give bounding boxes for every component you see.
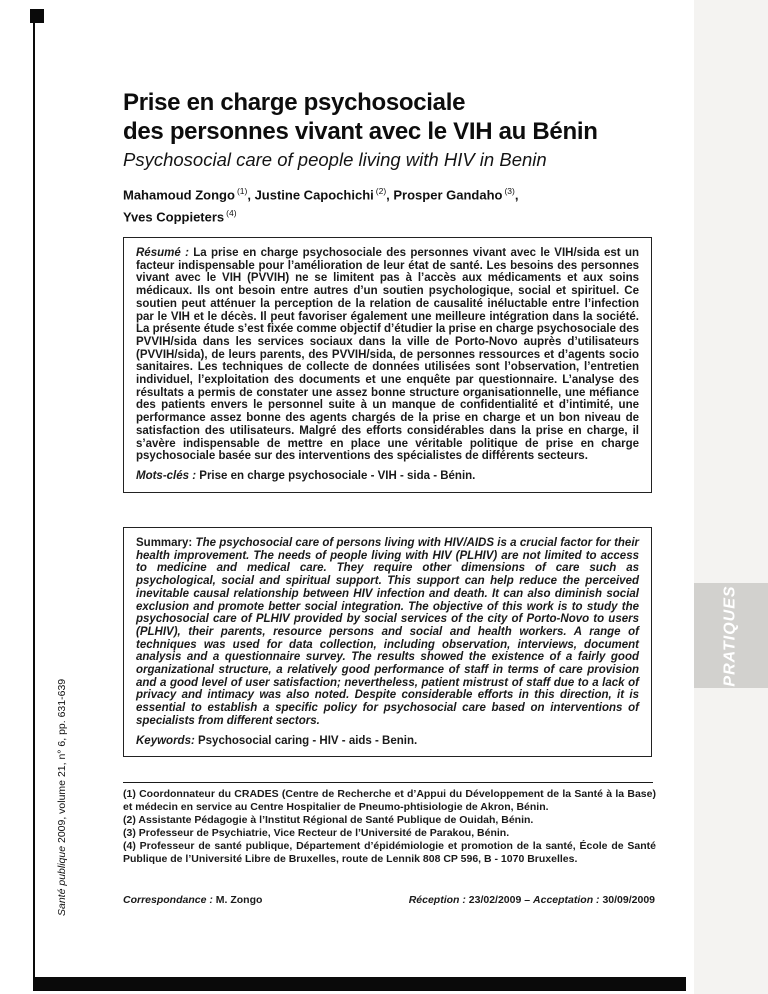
keywords-english-label: Keywords: xyxy=(136,734,195,747)
abstract-box-english xyxy=(123,527,652,757)
page-left-edge-mark xyxy=(33,10,35,989)
abstract-english-body: The psychosocial care of persons living with HIV/AIDS is a crucial factor for their health improvement. The needs of people living with HIV (PLHIV) are not limited to access to medicine and medical care. They require other dimensions of care such as psychological, social and spiritual support. This support can help reduce the perceived inevitable causal relationship between HIV infection and death. It can also diminish social exclusion and promote better social integration. The objective of this work is to study the psychosocial care of PLHIV provided by social services of the city of Porto-Novo to users (PLHIV), their parents, resource persons and social and health workers. A range of techniques was used for data collection, including observation, interviews, document analysis and a questionnaire survey. The results showed the existence of a fairly good organizational structure, a relatively good performance of staff in terms of care provision and a good level of user satisfaction; nevertheless, patient mistrust of staff due to a lack of privacy and intimacy was also noted. Despite considerable efforts in this direction, it is essential to establish a specific policy for psychosocial care based on interventions of specialists from different sectors. xyxy=(136,537,639,727)
correspondence-value: M. Zongo xyxy=(212,894,263,906)
abstract-english-paragraph xyxy=(136,537,639,728)
footnote-item: (2) Assistante Pédagogie à l’Institut Régional de Santé Publique de Ouidah, Bénin. xyxy=(123,813,534,826)
author-list xyxy=(123,182,683,227)
author-affiliation-ref: (4) xyxy=(226,208,237,219)
author-name: Justine Capochichi xyxy=(254,187,374,203)
journal-name: Santé publique xyxy=(56,845,68,916)
author-name: Mahamoud Zongo xyxy=(123,187,235,203)
acceptation-label: Acceptation : xyxy=(533,894,600,906)
date-separator: – xyxy=(521,894,534,906)
correspondence-label: Correspondance : xyxy=(123,894,213,906)
reception-date: 23/02/2009 xyxy=(465,894,522,906)
article-title-line2: des personnes vivant avec le VIH au Bénin xyxy=(123,118,598,145)
article-title xyxy=(123,88,683,146)
acceptation-date: 30/09/2009 xyxy=(599,894,655,906)
right-margin-strip xyxy=(694,0,768,994)
author-affiliation-ref: (1) xyxy=(236,186,248,196)
correspondence-left xyxy=(123,894,262,906)
section-tab-label: PRATIQUES xyxy=(722,584,739,687)
abstract-box-french xyxy=(123,237,652,493)
author-name: Prosper Gandaho xyxy=(393,187,503,203)
footnote-item: (4) Professeur de santé publique, Département d’épidémiologie et promotion de la santé, École de Santé Publique de l’Université Libre de Bruxelles, route de Lennik 808 CP 596, B - 1070 Bruxelles. xyxy=(123,839,656,865)
footnote-item: (1) Coordonnateur du CRADES (Centre de Recherche et d’Appui du Développement de la Santé à la Base) et médecin en service au Centre Hospitalier de Pneumo-phtisiologie de Akron, Bénin. xyxy=(123,788,656,813)
abstract-french-label: Résumé : xyxy=(136,247,189,259)
section-tab-pratiques xyxy=(694,583,768,688)
footnote-divider xyxy=(123,782,653,783)
correspondence-row xyxy=(123,894,655,906)
footnote-list xyxy=(123,788,656,865)
author-name: Yves Coppieters xyxy=(123,209,225,225)
keywords-french-list: Prise en charge psychosociale - VIH - sida - Bénin. xyxy=(196,469,476,482)
author-affiliation-ref: (3) xyxy=(504,186,515,196)
abstract-english-label: Summary: xyxy=(136,537,193,549)
keywords-english xyxy=(136,735,639,748)
author-line-1: Mahamoud Zongo $^{(1)}$, Justine Capochichi $^{(2)}$, Prosper Gandaho $^{(3)}$, xyxy=(123,186,519,203)
abstract-french-body: La prise en charge psychosociale des personnes vivant avec le VIH/sida est un facteur indispensable pour l’amélioration de leur état de santé. Les besoins des personnes vivant avec le VIH (PVVIH) ne se limitent pas à l’accès aux médicaments et aux soins médicaux. Ils ont besoin entre autres d’un soutien psychologique, social et spirituel. Ce soutien peut atténuer la perception de la relation de causalité inéluctable entre l’infection par le VIH et le décès. Il peut favoriser également une meilleure intégration dans la société. La présente étude s’est fixée comme objectif d’étudier la prise en charge psychosociale des PVVIH/sida dans les services sociaux dans la ville de Porto-Novo auprès d’utilisateurs (PVVIH/sida), de leurs parents, des PVVIH/sida, de personnes ressources et d’agents socio sanitaires. Les techniques de collecte de données utilisées sont l’observation, l’entretien individuel, l’exploitation des documents et une enquête par questionnaire. L’analyse des résultats a permis de constater une assez bonne structure organisationnelle, une méfiance des patients envers le personnel suite à un manque de confidentialité et d’intimité, une performance assez bonne des agents chargés de la prise en charge et un bon niveau de satisfaction des utilisateurs. Malgré des efforts considérables dans la prise en charge, il s’avère indispensable de mettre en place une véritable politique de prise en charge psychosociale basée sur des interventions des spécialistes de différents secteurs. xyxy=(136,247,640,463)
article-subtitle: Psychosocial care of people living with HIV in Benin xyxy=(123,149,547,170)
journal-citation-details: 2009, volume 21, n° 6, pp. 631-639 xyxy=(56,678,68,846)
reception-label: Réception : xyxy=(408,894,466,906)
article-title-line1: Prise en charge psychosociale xyxy=(123,89,466,116)
keywords-french-label: Mots-clés : xyxy=(136,469,197,482)
journal-citation xyxy=(56,634,70,916)
keywords-english-list: Psychosocial caring - HIV - aids - Benin. xyxy=(194,734,418,747)
footnote-item: (3) Professeur de Psychiatrie, Vice Recteur de l’Université de Parakou, Bénin. xyxy=(123,826,510,839)
page-bottom-edge-mark xyxy=(33,977,686,991)
keywords-french xyxy=(136,470,639,483)
author-line-2 xyxy=(123,204,683,226)
abstract-french-paragraph xyxy=(136,247,639,463)
correspondence-right xyxy=(409,894,655,906)
author-affiliation-ref: (2) xyxy=(375,186,387,196)
